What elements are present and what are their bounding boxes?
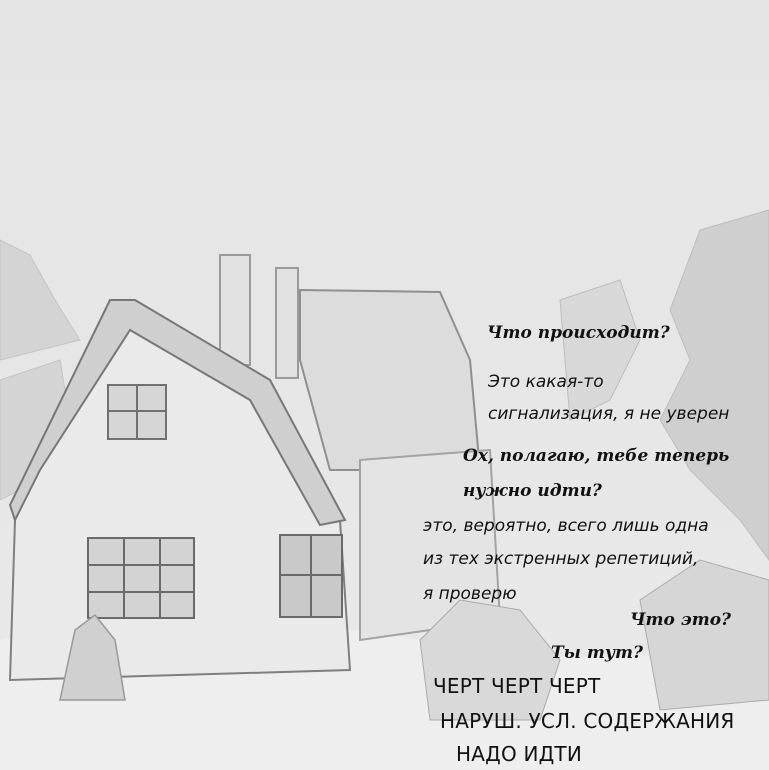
dialogue-line-13: НАДО ИДТИ [456,742,583,766]
dialogue-line-6: это, вероятно, всего лишь одна [423,516,709,536]
dialogue-line-5: нужно идти? [463,481,602,501]
dialogue-line-2: Это какая-то [488,372,604,392]
dialogue-line-8: я проверю [423,584,517,604]
dialogue-line-3: сигнализация, я не уверен [488,404,730,424]
dialogue-line-4: Ох, полагаю, тебе теперь [463,446,730,466]
dialogue-line-1: Что происходит? [487,323,670,343]
dialogue-line-7: из тех экстренных репетиций, [423,549,699,569]
dialogue-line-10: Ты тут? [551,643,643,663]
dialogue-line-12: НАРУШ. УСЛ. СОДЕРЖАНИЯ [440,709,735,733]
dialogue-line-11: ЧЕРТ ЧЕРТ ЧЕРТ [433,674,601,698]
dialogue-line-9: Что это? [630,610,732,630]
